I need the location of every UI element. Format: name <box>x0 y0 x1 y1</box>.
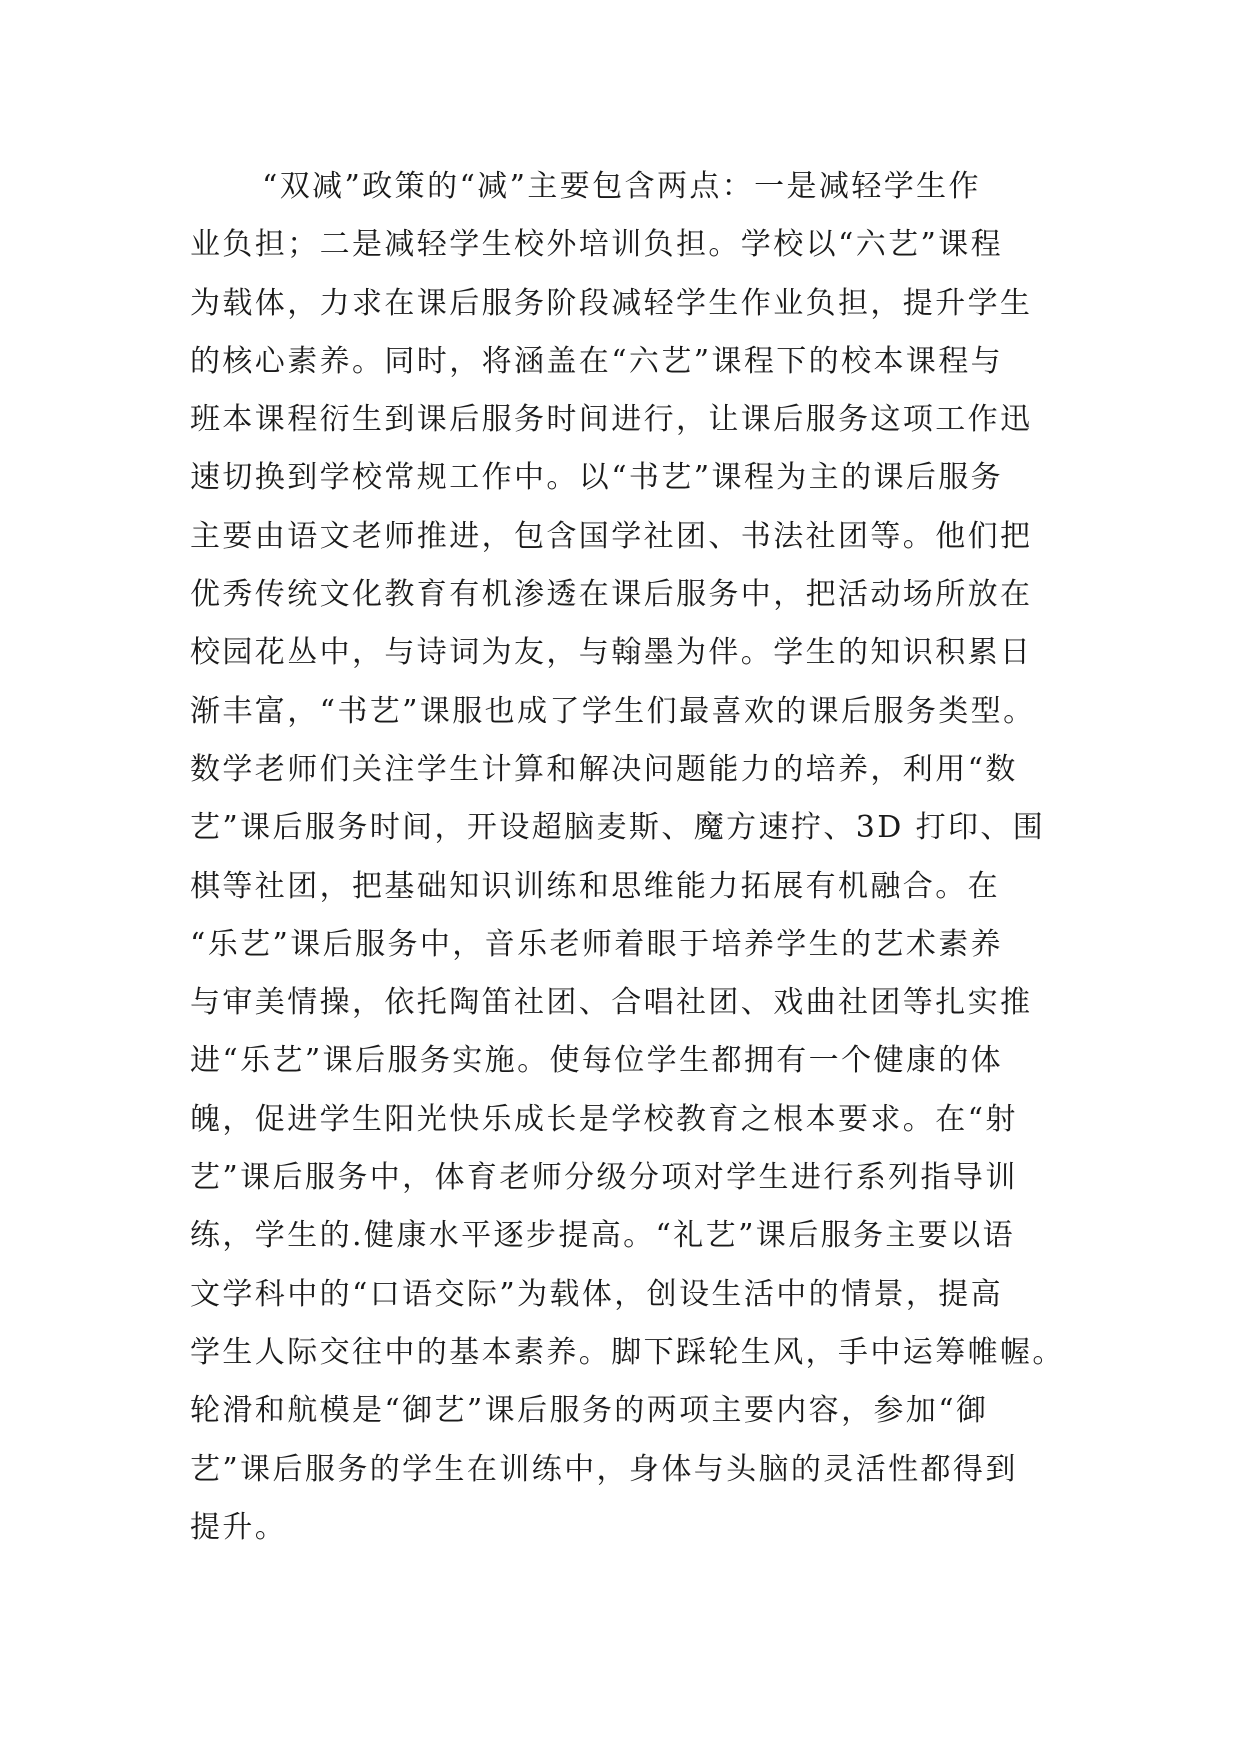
paragraph-line: 速切换到学校常规工作中。以“书艺”课程为主的课后服务 <box>190 460 1004 496</box>
paragraph-line: 艺”课后服务中，体育老师分级分项对学生进行系列指导训 <box>190 1160 1018 1196</box>
paragraph-line: 学生人际交往中的基本素养。脚下踩轮生风，手中运筹帷幄。 <box>190 1334 1065 1370</box>
paragraph-line: 艺”课后服务的学生在训练中，身体与头脑的灵活性都得到 <box>190 1451 1018 1487</box>
paragraph-line: 进“乐艺”课后服务实施。使每位学生都拥有一个健康的体 <box>190 1043 1004 1079</box>
paragraph-line: 优秀传统文化教育有机渗透在课后服务中，把活动场所放在 <box>190 577 1033 613</box>
paragraph-line: 班本课程衍生到课后服务时间进行，让课后服务这项工作迅 <box>190 402 1033 438</box>
body-paragraph <box>190 158 1070 1557</box>
paragraph-line: 为载体，力求在课后服务阶段减轻学生作业负担，提升学生 <box>190 285 1033 321</box>
paragraph-line: 的核心素养。同时，将涵盖在“六艺”课程下的校本课程与 <box>190 343 1004 379</box>
paragraph-line: 提升。 <box>190 1509 288 1545</box>
paragraph-line: 与审美情操，依托陶笛社团、合唱社团、戏曲社团等扎实推 <box>190 985 1033 1021</box>
paragraph-line: 棋等社团，把基础知识训练和思维能力拓展有机融合。在 <box>190 868 1000 904</box>
paragraph-line: 魄，促进学生阳光快乐成长是学校教育之根本要求。在“射 <box>190 1101 1018 1137</box>
paragraph-line: 艺”课后服务时间，开设超脑麦斯、魔方速拧、3D 打印、围 <box>190 810 1046 846</box>
paragraph-line: 校园花丛中，与诗词为友，与翰墨为伴。学生的知识积累日 <box>190 635 1033 671</box>
paragraph-line: 渐丰富，“书艺”课服也成了学生们最喜欢的课后服务类型。 <box>190 693 1036 729</box>
paragraph-line: “乐艺”课后服务中，音乐老师着眼于培养学生的艺术素养 <box>190 926 1004 962</box>
paragraph-line: 主要由语文老师推进，包含国学社团、书法社团等。他们把 <box>190 518 1033 554</box>
paragraph-line: 轮滑和航模是“御艺”课后服务的两项主要内容，参加“御 <box>190 1393 989 1429</box>
paragraph-line: 文学科中的“口语交际”为载体，创设生活中的情景，提高 <box>190 1276 1004 1312</box>
paragraph-line: “双减”政策的“减”主要包含两点：一是减轻学生作 <box>262 169 981 204</box>
paragraph-line: 练，学生的.健康水平逐步提高。“礼艺”课后服务主要以语 <box>190 1218 1016 1254</box>
paragraph-line: 数学老师们关注学生计算和解决问题能力的培养，利用“数 <box>190 751 1018 787</box>
paragraph-line: 业负担；二是减轻学生校外培训负担。学校以“六艺”课程 <box>190 227 1004 263</box>
